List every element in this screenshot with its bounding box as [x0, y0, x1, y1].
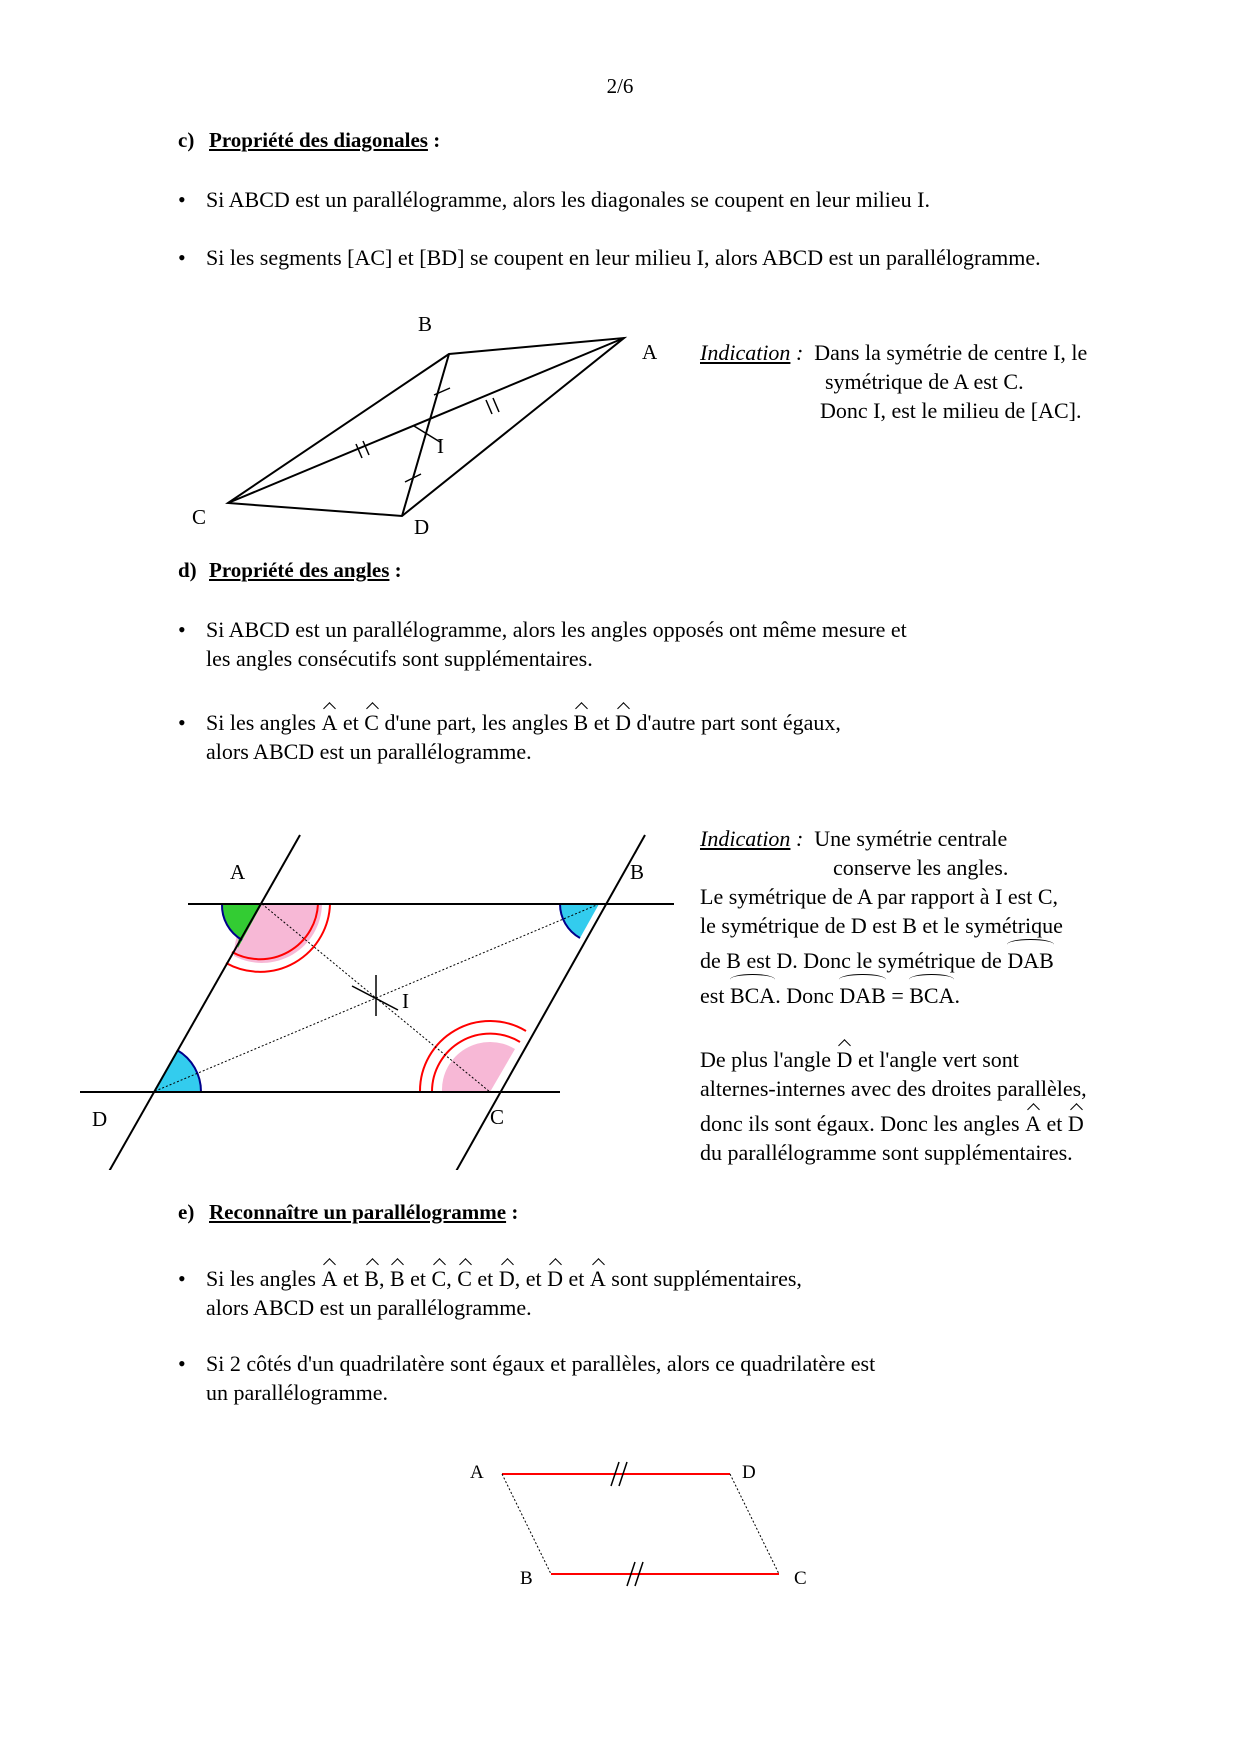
angle-b: B	[364, 1266, 379, 1291]
indication-line: de B est D. Donc le symétrique de	[700, 948, 1002, 973]
bullet-text	[206, 615, 907, 673]
angle-d: D	[615, 710, 632, 735]
text: alors ABCD est un parallélogramme.	[206, 739, 532, 764]
section-d-label: d)	[178, 558, 197, 582]
text: Si les angles	[206, 710, 316, 735]
text: alors ABCD est un parallélogramme.	[206, 1295, 532, 1320]
bullet-text: Si les segments [AC] et [BD] se coupent en leur milieu I, alors ABCD est un parallélogramme.	[206, 245, 1041, 270]
label-i: I	[402, 989, 409, 1013]
bullet-dot: •	[178, 187, 186, 212]
bullet-dot: •	[178, 245, 186, 270]
indication-line: conserve les angles.	[833, 855, 1009, 880]
label-a: A	[230, 860, 246, 884]
indication-line: symétrique de A est C.	[825, 369, 1024, 394]
text: . Donc	[775, 983, 834, 1008]
text: d'une part, les angles	[384, 710, 569, 735]
indication-line: du parallélogramme sont supplémentaires.	[700, 1140, 1073, 1165]
label-a: A	[642, 340, 658, 364]
label-i: I	[437, 434, 444, 458]
text: et	[477, 1266, 494, 1291]
bullet-text	[206, 1349, 875, 1407]
text: =	[891, 983, 904, 1008]
text: d'autre part sont égaux,	[636, 710, 841, 735]
arc-bca: BCA	[909, 983, 955, 1008]
label-d: D	[414, 515, 430, 539]
cyan-angle-b	[560, 904, 599, 938]
angle-a: A	[321, 710, 338, 735]
label-c: C	[192, 505, 207, 529]
line-bc	[450, 835, 645, 1170]
diagonal-ac	[228, 338, 624, 503]
text: et	[410, 1266, 427, 1291]
arc-dab: DAB	[1007, 948, 1054, 973]
bullet-line: les angles consécutifs sont supplémentaires.	[206, 646, 593, 671]
label-a: A	[470, 1462, 484, 1483]
label-b: B	[418, 312, 433, 336]
indication-word: Indication	[700, 826, 791, 851]
label-c: C	[490, 1105, 505, 1129]
section-c-heading	[178, 128, 440, 153]
line-ad	[103, 835, 300, 1170]
angle-d: D	[498, 1266, 515, 1291]
angle-a: A	[589, 1266, 606, 1291]
indication-line: alternes-internes avec des droites parallèles,	[700, 1076, 1087, 1101]
section-e-title: Reconnaître un parallélogramme	[209, 1200, 507, 1224]
text: et	[593, 710, 610, 735]
label-d: D	[742, 1462, 756, 1483]
colon: :	[511, 1200, 519, 1224]
bullet-text: Si les angles A et B, B et C, C et D, et D et A sont supplémentaires, alors ABCD est un parallélogramme.	[206, 1266, 802, 1320]
text: donc ils sont égaux. Donc les angles	[700, 1111, 1020, 1136]
text: Si les angles	[206, 1266, 316, 1291]
parallelogram-figure	[460, 1440, 820, 1590]
angle-b: B	[389, 1266, 405, 1291]
colon: :	[394, 558, 402, 582]
angle-d: D	[836, 1047, 853, 1072]
bullet-line: Si ABCD est un parallélogramme, alors les angles opposés ont même mesure et	[206, 617, 907, 642]
text: et	[342, 710, 359, 735]
indication-word: Indication	[700, 340, 791, 365]
text: est	[700, 983, 725, 1008]
arc-dab: DAB	[839, 983, 886, 1008]
parallelogram-abcd	[228, 338, 624, 516]
text: et	[342, 1266, 359, 1291]
label-c: C	[794, 1568, 807, 1589]
bullet-dot: •	[178, 710, 186, 735]
label-b: B	[630, 860, 645, 884]
text: un parallélogramme.	[206, 1380, 389, 1405]
bullet-dot: •	[178, 1351, 186, 1376]
text: et	[568, 1266, 585, 1291]
section-e-heading	[178, 1200, 518, 1225]
indication-line: Le symétrique de A par rapport à I est C,	[700, 884, 1059, 909]
section-e-label: e)	[178, 1200, 195, 1224]
text: et	[1046, 1111, 1063, 1136]
angle-c: C	[364, 710, 379, 735]
text: et l'angle vert sont	[857, 1047, 1019, 1072]
indication-line: Donc I, est le milieu de [AC].	[820, 398, 1082, 423]
page-number: 2/6	[606, 74, 634, 98]
diagonals-figure	[180, 300, 680, 550]
angle-c: C	[457, 1266, 472, 1291]
section-c-title: Propriété des diagonales	[209, 128, 428, 152]
arc-bca: BCA	[729, 983, 776, 1008]
label-b: B	[520, 1568, 533, 1589]
text: sont supplémentaires,	[611, 1266, 802, 1291]
indication-c: Indication : Dans la symétrie de centre I, le symétrique de A est C. Donc I, est le milieu de [AC].	[700, 340, 1088, 423]
angle-c: C	[431, 1266, 447, 1291]
indication-line: Dans la symétrie de centre I, le	[814, 340, 1088, 365]
section-c-label: c)	[178, 128, 195, 152]
text: De plus l'angle	[700, 1047, 832, 1072]
bullet-dot: •	[178, 617, 186, 642]
bullet-text	[206, 708, 841, 766]
indication-d: Indication : Une symétrie centrale conserve les angles. Le symétrique de A par rapport à I est C, le symétrique de D est B et le symétrique de B est D. Donc le symétrique de DAB est BCA. Donc DAB = BCA. De plus l'angle D et l'angle vert sont alternes-internes avec des droites parallèles, donc ils sont égaux. Donc les angles A et D du parallélogramme sont supplémentaires.	[700, 826, 1087, 1165]
colon: :	[433, 128, 441, 152]
angle-b: B	[573, 710, 589, 735]
indication-line: Une symétrie centrale	[814, 826, 1008, 851]
section-d-title: Propriété des angles	[209, 558, 390, 582]
cyan-angle-d	[153, 1050, 201, 1092]
angle-d: D	[1067, 1111, 1084, 1136]
text: Si 2 côtés d'un quadrilatère sont égaux et parallèles, alors ce quadrilatère est	[206, 1351, 876, 1376]
angle-a: A	[321, 1266, 338, 1291]
bullet-text: Si ABCD est un parallélogramme, alors les diagonales se coupent en leur milieu I.	[206, 187, 930, 212]
label-d: D	[92, 1107, 108, 1131]
text: .	[954, 983, 960, 1008]
indication-line: le symétrique de D est B et le symétrique	[700, 913, 1063, 938]
angle-a: A	[1025, 1111, 1041, 1136]
bullet-dot: •	[178, 1266, 186, 1291]
angle-d: D	[547, 1266, 563, 1291]
text: et	[525, 1266, 542, 1291]
angles-figure	[80, 830, 690, 1170]
section-d-heading	[178, 558, 402, 583]
